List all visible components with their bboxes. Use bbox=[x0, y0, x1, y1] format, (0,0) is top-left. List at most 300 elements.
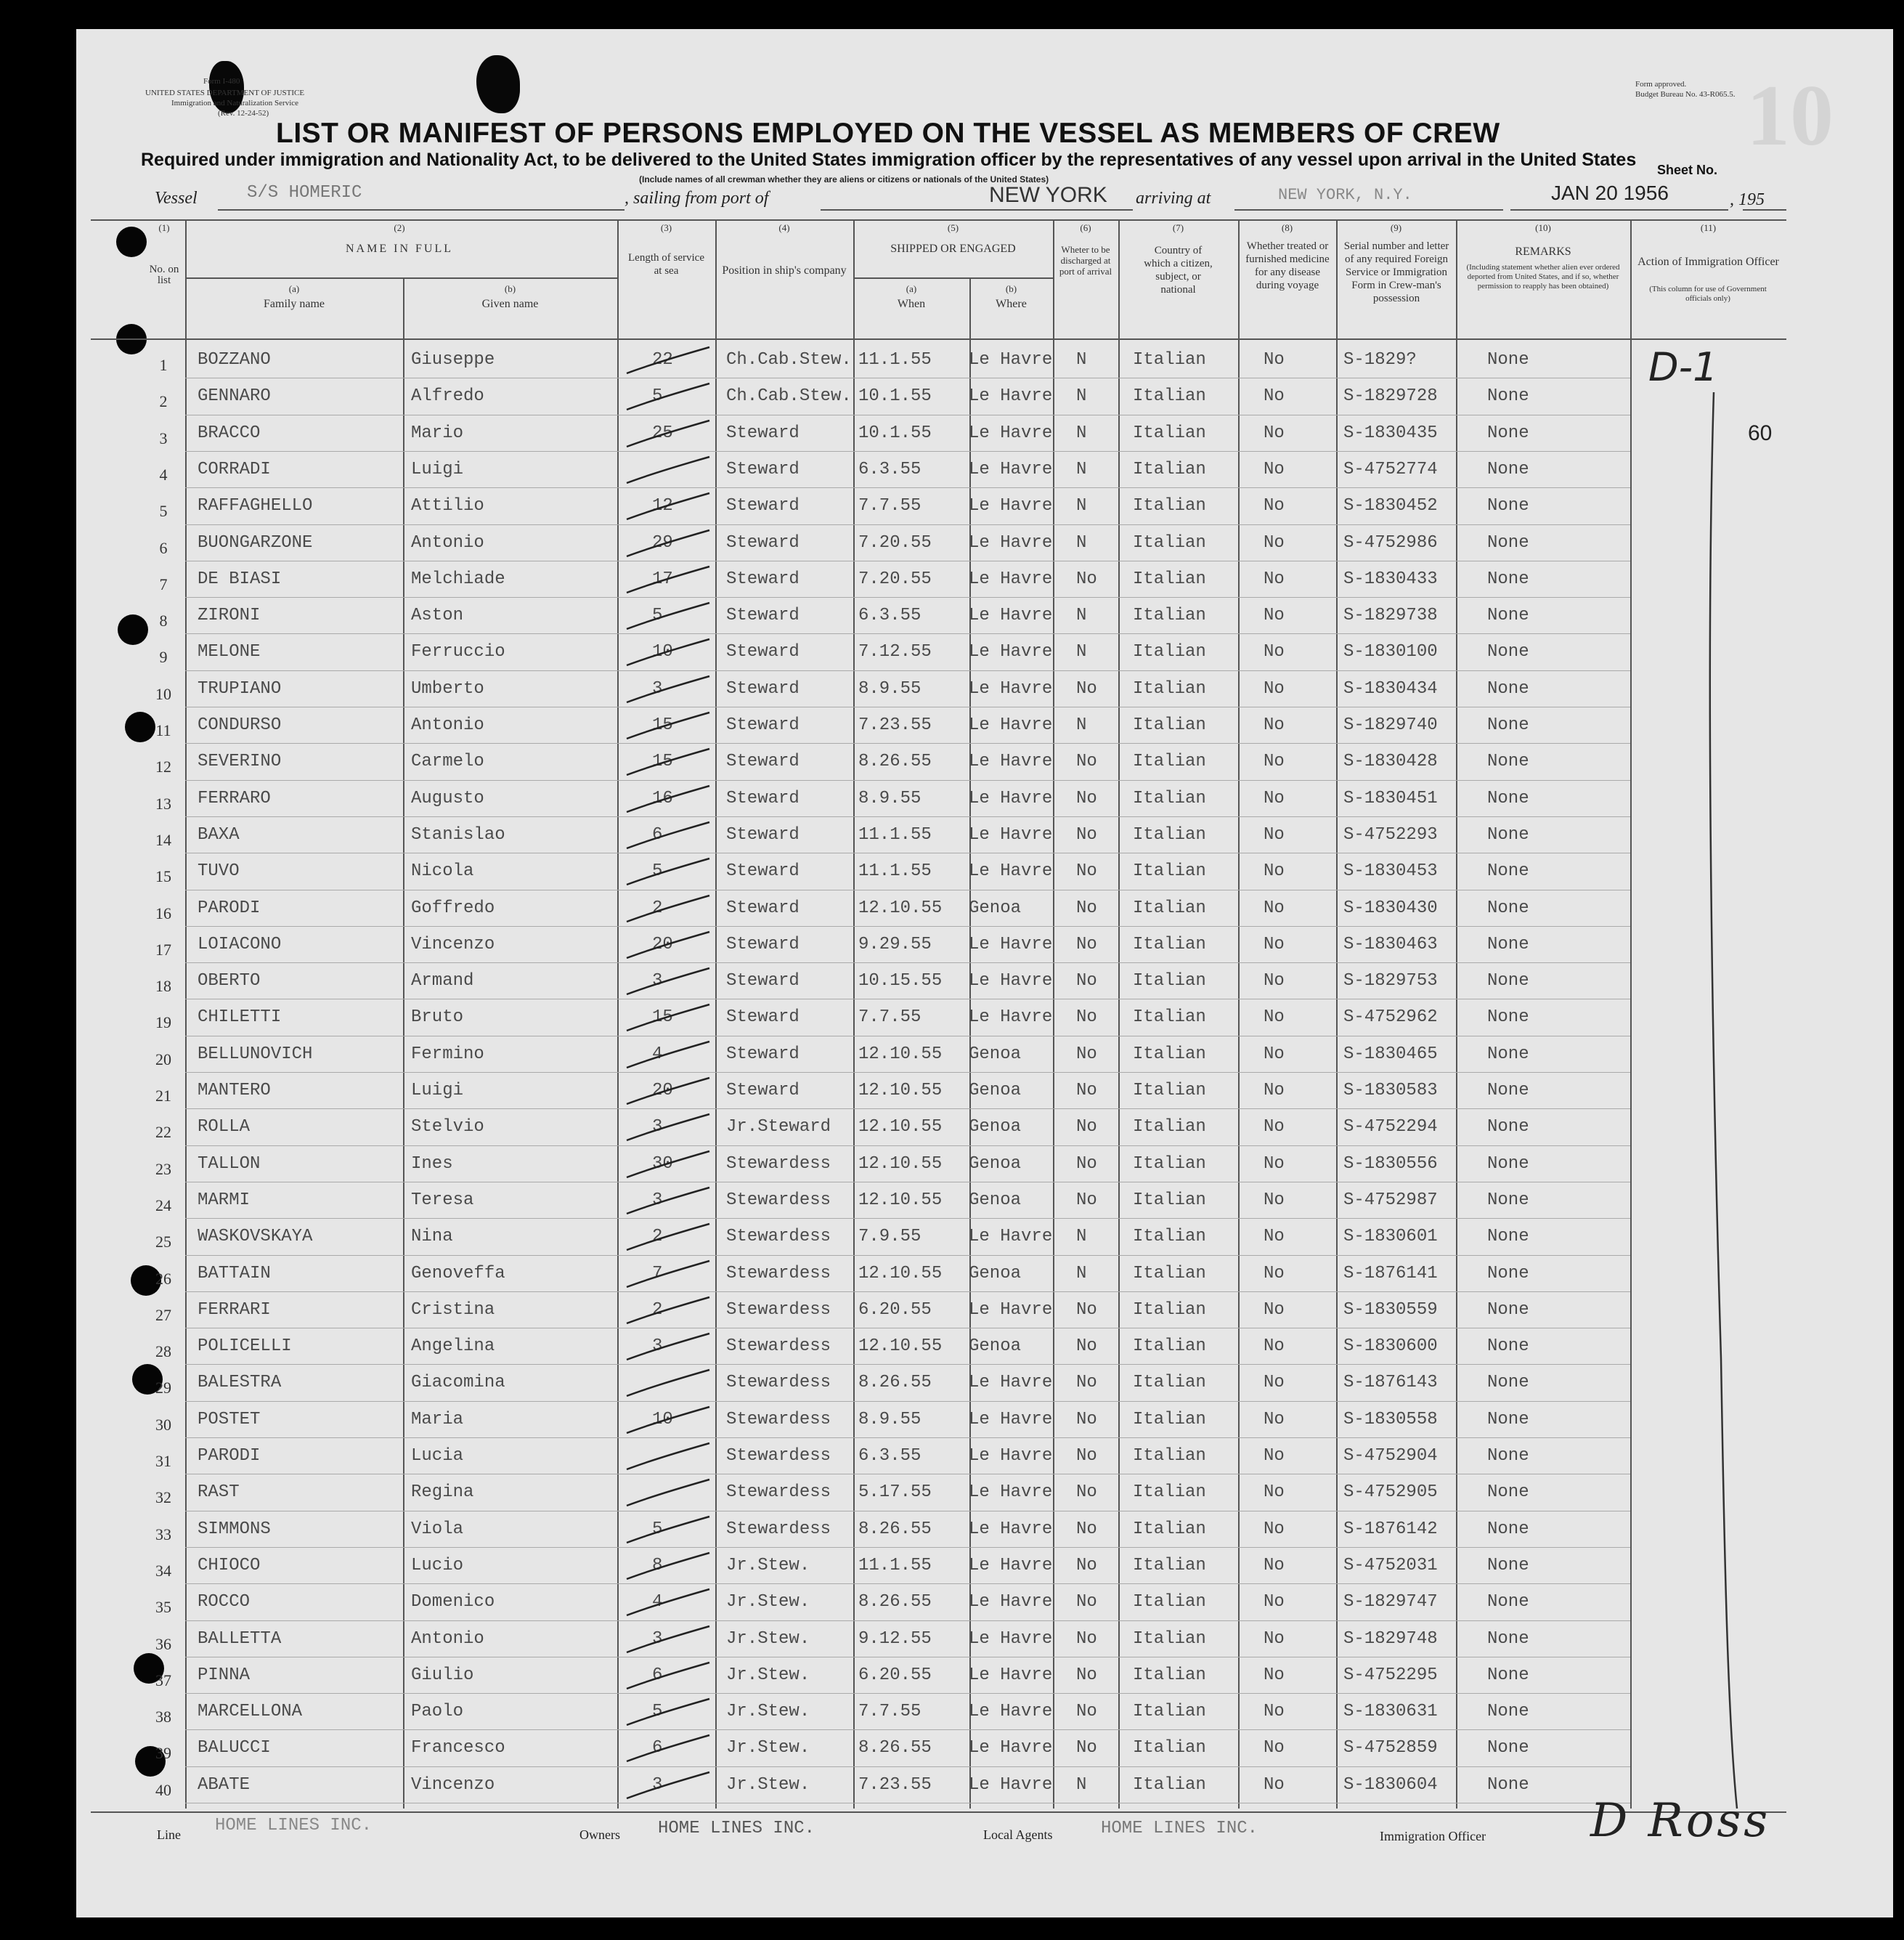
cell-where: Genoa bbox=[969, 1044, 1022, 1064]
cell-family: RAST bbox=[198, 1482, 240, 1502]
cell-position: Steward bbox=[726, 1081, 800, 1100]
check-mark-icon bbox=[621, 782, 715, 818]
cell-country: Italian bbox=[1133, 569, 1206, 589]
check-mark-icon bbox=[621, 1475, 715, 1511]
cell-where: Le Havre bbox=[969, 1410, 1053, 1429]
cell-country: Italian bbox=[1133, 1336, 1206, 1356]
cell-position: Ch.Cab.Stew. bbox=[726, 386, 852, 406]
cell-treated: No bbox=[1264, 1410, 1285, 1429]
cell-where: Le Havre bbox=[969, 1300, 1053, 1320]
cell-when: 8.26.55 bbox=[858, 1592, 932, 1612]
cell-position: Steward bbox=[726, 861, 800, 881]
col-4-num: (4) bbox=[778, 222, 790, 233]
row-number: 33 bbox=[155, 1525, 171, 1543]
cell-country: Italian bbox=[1133, 1044, 1206, 1064]
cell-when: 12.10.55 bbox=[858, 1336, 943, 1356]
cell-position: Steward bbox=[726, 825, 800, 845]
cell-serial: S-1829753 bbox=[1343, 971, 1438, 991]
cell-remarks: None bbox=[1487, 971, 1529, 991]
cell-country: Italian bbox=[1133, 1519, 1206, 1539]
cell-treated: No bbox=[1264, 1482, 1285, 1502]
cell-family: OBERTO bbox=[198, 971, 261, 991]
cell-country: Italian bbox=[1133, 1665, 1206, 1685]
cell-given: Domenico bbox=[411, 1592, 495, 1612]
cell-position: Stewardess bbox=[726, 1373, 831, 1392]
cell-serial: S-4752295 bbox=[1343, 1665, 1438, 1685]
agents-label: Local Agents bbox=[983, 1827, 1053, 1842]
check-mark-icon bbox=[621, 1183, 715, 1219]
cell-remarks: None bbox=[1487, 460, 1529, 479]
cell-service: 16 bbox=[652, 789, 673, 808]
cell-family: PINNA bbox=[198, 1665, 251, 1685]
cell-country: Italian bbox=[1133, 1410, 1206, 1429]
action-bracket bbox=[1619, 341, 1794, 1823]
cell-serial: S-1830559 bbox=[1343, 1300, 1438, 1320]
line-value: HOME LINES INC. bbox=[215, 1816, 373, 1835]
check-mark-icon bbox=[621, 1329, 715, 1365]
cell-where: Le Havre bbox=[969, 1592, 1053, 1612]
cell-given: Armand bbox=[411, 971, 474, 991]
cell-position: Stewardess bbox=[726, 1446, 831, 1466]
cell-family: CHIOCO bbox=[198, 1556, 261, 1575]
cell-serial: S-1830435 bbox=[1343, 423, 1438, 443]
cell-service: 3 bbox=[652, 1190, 663, 1210]
row-number: 1 bbox=[159, 356, 168, 374]
cell-position: Steward bbox=[726, 1044, 800, 1064]
cell-remarks: None bbox=[1487, 935, 1529, 954]
row-number: 17 bbox=[155, 941, 171, 959]
cell-position: Steward bbox=[726, 1007, 800, 1027]
cell-serial: S-1830434 bbox=[1343, 679, 1438, 699]
check-mark-icon bbox=[621, 343, 715, 379]
cell-where: Le Havre bbox=[969, 350, 1053, 370]
cell-family: BELLUNOVICH bbox=[198, 1044, 313, 1064]
row-number: 34 bbox=[155, 1562, 171, 1580]
check-mark-icon bbox=[621, 489, 715, 525]
cell-treated: No bbox=[1264, 1556, 1285, 1575]
cell-remarks: None bbox=[1487, 1154, 1529, 1174]
cell-where: Le Havre bbox=[969, 1482, 1053, 1502]
cell-family: SEVERINO bbox=[198, 752, 282, 771]
cell-when: 11.1.55 bbox=[858, 861, 932, 881]
cell-remarks: None bbox=[1487, 1336, 1529, 1356]
cell-when: 11.1.55 bbox=[858, 825, 932, 845]
grid-line bbox=[185, 451, 1630, 452]
cell-where: Le Havre bbox=[969, 1373, 1053, 1392]
sailing-label: , sailing from port of bbox=[625, 189, 769, 208]
cell-remarks: None bbox=[1487, 1556, 1529, 1575]
grid-line bbox=[91, 338, 1786, 340]
cell-position: Steward bbox=[726, 423, 800, 443]
row-number: 40 bbox=[155, 1781, 171, 1799]
cell-country: Italian bbox=[1133, 496, 1206, 516]
agency-line-2: Immigration and Naturalization Service bbox=[171, 99, 299, 107]
cell-given: Nicola bbox=[411, 861, 474, 881]
grid-line bbox=[185, 670, 1630, 671]
cell-where: Le Havre bbox=[969, 935, 1053, 954]
cell-where: Le Havre bbox=[969, 1738, 1053, 1758]
cell-country: Italian bbox=[1133, 861, 1206, 881]
check-mark-icon bbox=[621, 928, 715, 964]
grid-line bbox=[185, 277, 617, 279]
cell-treated: No bbox=[1264, 1519, 1285, 1539]
cell-when: 8.26.55 bbox=[858, 1373, 932, 1392]
cell-remarks: None bbox=[1487, 1007, 1529, 1027]
cell-when: 8.26.55 bbox=[858, 752, 932, 771]
cell-family: CORRADI bbox=[198, 460, 271, 479]
cell-country: Italian bbox=[1133, 1702, 1206, 1721]
cell-given: Teresa bbox=[411, 1190, 474, 1210]
cell-discharge: No bbox=[1076, 1336, 1097, 1356]
cell-treated: No bbox=[1264, 1154, 1285, 1174]
row-number: 38 bbox=[155, 1708, 171, 1726]
cell-family: TALLON bbox=[198, 1154, 261, 1174]
cell-when: 6.3.55 bbox=[858, 1446, 922, 1466]
cell-remarks: None bbox=[1487, 789, 1529, 808]
cell-when: 7.9.55 bbox=[858, 1227, 922, 1246]
cell-country: Italian bbox=[1133, 460, 1206, 479]
cell-when: 6.3.55 bbox=[858, 606, 922, 625]
cell-when: 7.7.55 bbox=[858, 1007, 922, 1027]
agents-value: HOME LINES INC. bbox=[1101, 1819, 1258, 1838]
cell-when: 10.1.55 bbox=[858, 423, 932, 443]
cell-given: Augusto bbox=[411, 789, 484, 808]
cell-serial: S-1830451 bbox=[1343, 789, 1438, 808]
cell-position: Steward bbox=[726, 606, 800, 625]
cell-when: 8.9.55 bbox=[858, 1410, 922, 1429]
cell-discharge: No bbox=[1076, 1446, 1097, 1466]
cell-remarks: None bbox=[1487, 1446, 1529, 1466]
cell-discharge: No bbox=[1076, 861, 1097, 881]
cell-where: Le Havre bbox=[969, 460, 1053, 479]
cell-when: 8.26.55 bbox=[858, 1738, 932, 1758]
cell-service: 12 bbox=[652, 496, 673, 516]
col-5a-label: When bbox=[897, 298, 926, 310]
row-number: 16 bbox=[155, 904, 171, 922]
row-number: 31 bbox=[155, 1452, 171, 1470]
cell-service: 6 bbox=[652, 1665, 663, 1685]
grid-line bbox=[185, 962, 1630, 963]
cell-position: Jr.Steward bbox=[726, 1117, 831, 1137]
cell-serial: S-1830100 bbox=[1343, 642, 1438, 662]
cell-given: Stelvio bbox=[411, 1117, 484, 1137]
cell-treated: No bbox=[1264, 1117, 1285, 1137]
cell-discharge: N bbox=[1076, 606, 1087, 625]
col-10-num: (10) bbox=[1535, 222, 1551, 233]
cell-given: Carmelo bbox=[411, 752, 484, 771]
col-10-label: REMARKS bbox=[1515, 245, 1571, 258]
cell-treated: No bbox=[1264, 935, 1285, 954]
cell-remarks: None bbox=[1487, 386, 1529, 406]
row-number: 10 bbox=[155, 685, 171, 703]
col-2a-label: Family name bbox=[264, 298, 325, 310]
col-3-num: (3) bbox=[660, 222, 672, 233]
cell-family: BALLETTA bbox=[198, 1629, 282, 1649]
cell-where: Le Havre bbox=[969, 533, 1053, 553]
check-mark-icon bbox=[621, 1731, 715, 1767]
cell-remarks: None bbox=[1487, 1044, 1529, 1064]
cell-family: BALUCCI bbox=[198, 1738, 271, 1758]
grid-line bbox=[185, 1364, 1630, 1365]
officer-signature: D Ross bbox=[1590, 1794, 1771, 1848]
cell-remarks: None bbox=[1487, 752, 1529, 771]
cell-position: Jr.Stew. bbox=[726, 1629, 810, 1649]
cell-serial: S-1830452 bbox=[1343, 496, 1438, 516]
check-mark-icon bbox=[621, 708, 715, 744]
cell-discharge: N bbox=[1076, 350, 1087, 370]
cell-position: Steward bbox=[726, 752, 800, 771]
owners-value: HOME LINES INC. bbox=[658, 1819, 815, 1838]
cell-remarks: None bbox=[1487, 679, 1529, 699]
cell-family: POLICELLI bbox=[198, 1336, 292, 1356]
cell-discharge: No bbox=[1076, 1592, 1097, 1612]
cell-family: DE BIASI bbox=[198, 569, 282, 589]
cell-treated: No bbox=[1264, 898, 1285, 918]
cell-discharge: N bbox=[1076, 1264, 1087, 1283]
col-3-label: Length of service at sea bbox=[628, 252, 704, 277]
cell-given: Genoveffa bbox=[411, 1264, 505, 1283]
cell-given: Goffredo bbox=[411, 898, 495, 918]
row-number: 29 bbox=[155, 1379, 171, 1397]
col-1-num: (1) bbox=[158, 222, 170, 233]
cell-serial: S-1876143 bbox=[1343, 1373, 1438, 1392]
cell-country: Italian bbox=[1133, 1264, 1206, 1283]
cell-serial: S-1830465 bbox=[1343, 1044, 1438, 1064]
row-number: 14 bbox=[155, 831, 171, 849]
cell-discharge: N bbox=[1076, 460, 1087, 479]
arriving-label: arriving at bbox=[1136, 189, 1211, 208]
grid-line bbox=[91, 219, 1786, 221]
cell-treated: No bbox=[1264, 861, 1285, 881]
cell-where: Le Havre bbox=[969, 752, 1053, 771]
check-mark-icon bbox=[621, 1219, 715, 1256]
grid-line bbox=[185, 780, 1630, 781]
cell-country: Italian bbox=[1133, 1117, 1206, 1137]
cell-serial: S-1830433 bbox=[1343, 569, 1438, 589]
cell-discharge: No bbox=[1076, 1410, 1097, 1429]
row-number: 36 bbox=[155, 1635, 171, 1653]
row-number: 13 bbox=[155, 795, 171, 813]
owners-label: Owners bbox=[579, 1827, 620, 1842]
cell-given: Giulio bbox=[411, 1665, 474, 1685]
cell-when: 7.7.55 bbox=[858, 1702, 922, 1721]
cell-country: Italian bbox=[1133, 789, 1206, 808]
col-5a-num: (a) bbox=[906, 283, 917, 294]
cell-country: Italian bbox=[1133, 898, 1206, 918]
cell-given: Lucia bbox=[411, 1446, 464, 1466]
row-number: 12 bbox=[155, 758, 171, 776]
cell-family: RAFFAGHELLO bbox=[198, 496, 313, 516]
cell-remarks: None bbox=[1487, 825, 1529, 845]
cell-service: 5 bbox=[652, 1702, 663, 1721]
check-mark-icon bbox=[621, 1147, 715, 1183]
cell-where: Le Havre bbox=[969, 861, 1053, 881]
cell-service: 2 bbox=[652, 1227, 663, 1246]
check-mark-icon bbox=[621, 1110, 715, 1146]
cell-where: Le Havre bbox=[969, 606, 1053, 625]
vessel-label: Vessel bbox=[155, 189, 198, 208]
grid-line bbox=[185, 524, 1630, 525]
cell-position: Stewardess bbox=[726, 1519, 831, 1539]
grid-line bbox=[185, 1255, 1630, 1256]
check-mark-icon bbox=[621, 452, 715, 489]
cell-treated: No bbox=[1264, 1190, 1285, 1210]
row-number: 30 bbox=[155, 1416, 171, 1434]
grid-line bbox=[1053, 219, 1054, 1809]
check-mark-icon bbox=[621, 379, 715, 415]
cell-given: Lucio bbox=[411, 1556, 464, 1575]
cell-treated: No bbox=[1264, 1007, 1285, 1027]
cell-service: 10 bbox=[652, 1410, 673, 1429]
cell-remarks: None bbox=[1487, 1519, 1529, 1539]
cell-position: Jr.Stew. bbox=[726, 1702, 810, 1721]
cell-country: Italian bbox=[1133, 715, 1206, 735]
check-mark-icon bbox=[621, 744, 715, 781]
arriving-value: NEW YORK, N.Y. bbox=[1278, 186, 1412, 204]
cell-position: Steward bbox=[726, 898, 800, 918]
cell-serial: S-1830601 bbox=[1343, 1227, 1438, 1246]
cell-service: 15 bbox=[652, 715, 673, 735]
check-mark-icon bbox=[621, 562, 715, 598]
cell-family: BRACCO bbox=[198, 423, 261, 443]
cell-service: 7 bbox=[652, 1264, 663, 1283]
cell-treated: No bbox=[1264, 679, 1285, 699]
cell-treated: No bbox=[1264, 1592, 1285, 1612]
cell-service: 5 bbox=[652, 1519, 663, 1539]
grid-line bbox=[1456, 219, 1457, 1809]
cell-given: Antonio bbox=[411, 533, 484, 553]
cell-remarks: None bbox=[1487, 861, 1529, 881]
grid-line bbox=[185, 1401, 1630, 1402]
cell-serial: S-4752031 bbox=[1343, 1556, 1438, 1575]
cell-service: 8 bbox=[652, 1556, 663, 1575]
cell-service: 25 bbox=[652, 423, 673, 443]
cell-family: TRUPIANO bbox=[198, 679, 282, 699]
cell-position: Stewardess bbox=[726, 1482, 831, 1502]
cell-treated: No bbox=[1264, 533, 1285, 553]
cell-discharge: N bbox=[1076, 642, 1087, 662]
cell-serial: S-4752904 bbox=[1343, 1446, 1438, 1466]
cell-given: Antonio bbox=[411, 715, 484, 735]
col-2-label: NAME IN FULL bbox=[346, 243, 453, 255]
check-mark-icon bbox=[621, 1037, 715, 1074]
cell-family: MANTERO bbox=[198, 1081, 271, 1100]
cell-position: Stewardess bbox=[726, 1190, 831, 1210]
cell-serial: S-1830583 bbox=[1343, 1081, 1438, 1100]
cell-given: Fermino bbox=[411, 1044, 484, 1064]
check-mark-icon bbox=[621, 416, 715, 452]
cell-discharge: No bbox=[1076, 679, 1097, 699]
cell-remarks: None bbox=[1487, 1702, 1529, 1721]
cell-discharge: No bbox=[1076, 1702, 1097, 1721]
check-mark-icon bbox=[621, 1403, 715, 1439]
cell-service: 15 bbox=[652, 752, 673, 771]
cell-given: Attilio bbox=[411, 496, 484, 516]
approval-line-1: Form approved. bbox=[1635, 80, 1687, 89]
cell-where: Le Havre bbox=[969, 715, 1053, 735]
cell-where: Le Havre bbox=[969, 825, 1053, 845]
cell-discharge: N bbox=[1076, 1775, 1087, 1795]
cell-family: BALESTRA bbox=[198, 1373, 282, 1392]
cell-serial: S-1830463 bbox=[1343, 935, 1438, 954]
cell-position: Ch.Cab.Stew. bbox=[726, 350, 852, 370]
cell-where: Genoa bbox=[969, 1117, 1022, 1137]
cell-discharge: No bbox=[1076, 1482, 1097, 1502]
form-number: Form I-480 bbox=[203, 77, 240, 86]
check-mark-icon bbox=[621, 1074, 715, 1110]
cell-position: Jr.Stew. bbox=[726, 1775, 810, 1795]
cell-family: FERRARO bbox=[198, 789, 271, 808]
cell-given: Vincenzo bbox=[411, 935, 495, 954]
row-number: 28 bbox=[155, 1342, 171, 1360]
cell-country: Italian bbox=[1133, 935, 1206, 954]
cell-position: Stewardess bbox=[726, 1300, 831, 1320]
cell-where: Le Havre bbox=[969, 971, 1053, 991]
cell-country: Italian bbox=[1133, 1556, 1206, 1575]
cell-when: 9.29.55 bbox=[858, 935, 932, 954]
cell-serial: S-1830556 bbox=[1343, 1154, 1438, 1174]
cell-when: 7.23.55 bbox=[858, 715, 932, 735]
cell-when: 12.10.55 bbox=[858, 1117, 943, 1137]
cell-service: 29 bbox=[652, 533, 673, 553]
cell-remarks: None bbox=[1487, 898, 1529, 918]
check-mark-icon bbox=[621, 964, 715, 1000]
col-2b-label: Given name bbox=[481, 298, 539, 310]
check-mark-icon bbox=[621, 1257, 715, 1293]
cell-country: Italian bbox=[1133, 386, 1206, 406]
agency-line-1: UNITED STATES DEPARTMENT OF JUSTICE bbox=[145, 89, 305, 97]
cell-remarks: None bbox=[1487, 642, 1529, 662]
revision: (Rev. 12-24-52) bbox=[218, 109, 269, 118]
cell-when: 7.20.55 bbox=[858, 533, 932, 553]
cell-serial: S-1829? bbox=[1343, 350, 1417, 370]
line-label: Line bbox=[157, 1827, 181, 1842]
cell-where: Genoa bbox=[969, 1264, 1022, 1283]
col-8-label: Whether treated or furnished medicine for any disease during voyage bbox=[1245, 240, 1330, 291]
grid-line bbox=[185, 1693, 1630, 1694]
check-mark-icon bbox=[621, 1549, 715, 1585]
cell-serial: S-1830453 bbox=[1343, 861, 1438, 881]
grid-line bbox=[185, 1729, 1630, 1730]
cell-serial: S-1830558 bbox=[1343, 1410, 1438, 1429]
grid-line bbox=[715, 219, 717, 1809]
cell-when: 10.15.55 bbox=[858, 971, 943, 991]
row-number: 22 bbox=[155, 1123, 171, 1141]
grid-line bbox=[185, 487, 1630, 488]
cell-treated: No bbox=[1264, 460, 1285, 479]
cell-family: BATTAIN bbox=[198, 1264, 271, 1283]
row-number: 8 bbox=[159, 612, 168, 630]
row-number: 20 bbox=[155, 1050, 171, 1068]
cell-treated: No bbox=[1264, 715, 1285, 735]
row-number: 4 bbox=[159, 466, 168, 484]
cell-treated: No bbox=[1264, 1373, 1285, 1392]
cell-remarks: None bbox=[1487, 1373, 1529, 1392]
cell-treated: No bbox=[1264, 1665, 1285, 1685]
row-number: 9 bbox=[159, 648, 168, 666]
cell-country: Italian bbox=[1133, 1592, 1206, 1612]
cell-remarks: None bbox=[1487, 350, 1529, 370]
cell-when: 7.20.55 bbox=[858, 569, 932, 589]
cell-where: Le Havre bbox=[969, 679, 1053, 699]
cell-country: Italian bbox=[1133, 423, 1206, 443]
cell-remarks: None bbox=[1487, 533, 1529, 553]
cell-treated: No bbox=[1264, 496, 1285, 516]
cell-service: 22 bbox=[652, 350, 673, 370]
cell-serial: S-4752859 bbox=[1343, 1738, 1438, 1758]
cell-where: Le Havre bbox=[969, 1702, 1053, 1721]
cell-given: Melchiade bbox=[411, 569, 505, 589]
